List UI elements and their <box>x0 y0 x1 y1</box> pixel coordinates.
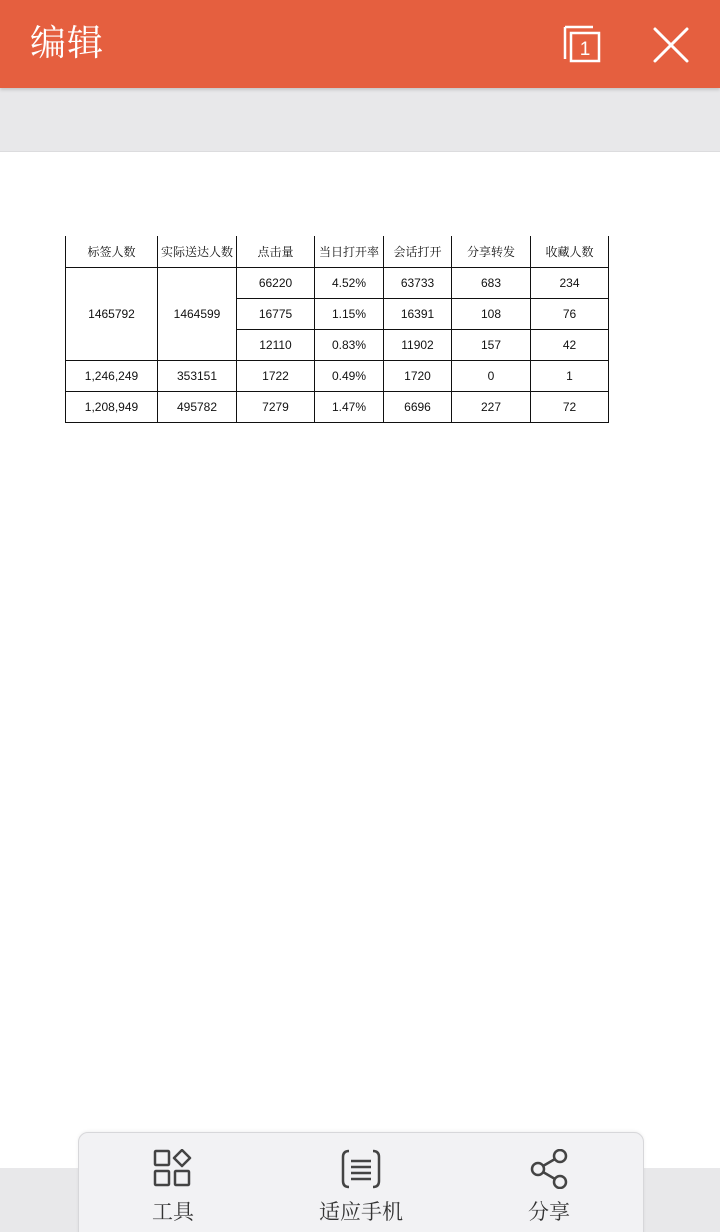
fit-phone-icon <box>341 1149 381 1189</box>
toolbar-strip <box>0 88 720 152</box>
table-cell: 11902 <box>384 330 452 361</box>
tools-button[interactable] <box>133 1133 213 1232</box>
table-cell: 1464599 <box>158 268 237 361</box>
share-label: 分享 <box>528 1200 570 1224</box>
table-cell: 72 <box>531 392 609 423</box>
page-title: 编辑 <box>30 23 105 64</box>
table-row <box>66 392 609 423</box>
table-cell: 16391 <box>384 299 452 330</box>
table-cell: 1.47% <box>315 392 384 423</box>
column-header: 标签人数 <box>66 236 158 268</box>
table-cell: 234 <box>531 268 609 299</box>
column-header: 分享转发 <box>452 236 531 268</box>
close-icon <box>648 22 694 68</box>
column-header: 点击量 <box>237 236 315 268</box>
table-cell: 495782 <box>158 392 237 423</box>
table-cell: 683 <box>452 268 531 299</box>
document-area[interactable] <box>0 152 720 1168</box>
fit-phone-button[interactable] <box>301 1133 421 1232</box>
pages-icon <box>560 22 606 68</box>
table-cell: 63733 <box>384 268 452 299</box>
column-header: 实际送达人数 <box>158 236 237 268</box>
table-row <box>66 268 609 299</box>
table-cell: 1720 <box>384 361 452 392</box>
table-cell: 1.15% <box>315 299 384 330</box>
table-cell: 4.52% <box>315 268 384 299</box>
table-cell: 353151 <box>158 361 237 392</box>
share-button[interactable] <box>509 1133 589 1232</box>
data-table <box>65 236 609 423</box>
bottom-toolbar <box>78 1132 644 1232</box>
table-cell: 6696 <box>384 392 452 423</box>
header-bar <box>0 0 720 88</box>
table-cell: 66220 <box>237 268 315 299</box>
table-cell: 0.49% <box>315 361 384 392</box>
page-number: 1 <box>579 39 591 60</box>
table-cell: 42 <box>531 330 609 361</box>
table-cell: 16775 <box>237 299 315 330</box>
column-header: 收藏人数 <box>531 236 609 268</box>
close-button[interactable] <box>648 22 694 68</box>
tools-label: 工具 <box>152 1200 194 1224</box>
share-icon <box>529 1149 569 1189</box>
table-cell: 157 <box>452 330 531 361</box>
table-cell: 7279 <box>237 392 315 423</box>
table-row <box>66 361 609 392</box>
table-header-row <box>66 236 609 268</box>
column-header: 当日打开率 <box>315 236 384 268</box>
pages-button[interactable] <box>560 22 606 68</box>
table-cell: 1722 <box>237 361 315 392</box>
table-cell: 1,246,249 <box>66 361 158 392</box>
table-cell: 76 <box>531 299 609 330</box>
table-cell: 0.83% <box>315 330 384 361</box>
table-cell: 1 <box>531 361 609 392</box>
table-cell: 227 <box>452 392 531 423</box>
table-cell: 1465792 <box>66 268 158 361</box>
column-header: 会话打开 <box>384 236 452 268</box>
table-cell: 1,208,949 <box>66 392 158 423</box>
tools-grid-icon <box>153 1149 193 1189</box>
table-cell: 0 <box>452 361 531 392</box>
fit-phone-label: 适应手机 <box>319 1200 403 1224</box>
table-cell: 108 <box>452 299 531 330</box>
table-cell: 12110 <box>237 330 315 361</box>
